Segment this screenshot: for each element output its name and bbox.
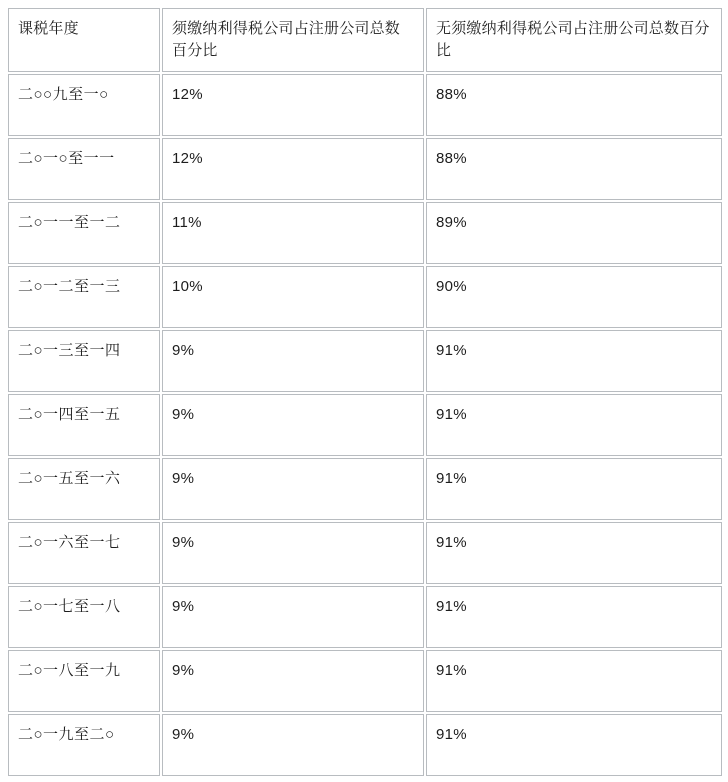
column-header-untaxed-percentage: 无须缴纳利得税公司占注册公司总数百分比	[426, 8, 722, 72]
table-row	[8, 394, 722, 456]
column-header-taxed-percentage: 须缴纳利得税公司占注册公司总数百分比	[162, 8, 424, 72]
cell-untaxed-percentage: 91%	[426, 586, 722, 648]
table-row	[8, 586, 722, 648]
cell-year: 二○一八至一九	[8, 650, 160, 712]
table-row	[8, 202, 722, 264]
cell-untaxed-percentage: 91%	[426, 330, 722, 392]
table-row	[8, 138, 722, 200]
table-row	[8, 522, 722, 584]
cell-year: 二○一一至一二	[8, 202, 160, 264]
cell-year: 二○一七至一八	[8, 586, 160, 648]
profits-tax-company-percentage-table	[6, 6, 724, 778]
cell-taxed-percentage: 11%	[162, 202, 424, 264]
table-header-row	[8, 8, 722, 72]
cell-taxed-percentage: 9%	[162, 522, 424, 584]
cell-taxed-percentage: 9%	[162, 458, 424, 520]
cell-year: 二○一○至一一	[8, 138, 160, 200]
cell-untaxed-percentage: 88%	[426, 138, 722, 200]
cell-year: 二○一九至二○	[8, 714, 160, 776]
cell-year: 二○一三至一四	[8, 330, 160, 392]
cell-taxed-percentage: 9%	[162, 330, 424, 392]
cell-taxed-percentage: 9%	[162, 650, 424, 712]
cell-untaxed-percentage: 91%	[426, 714, 722, 776]
cell-taxed-percentage: 12%	[162, 74, 424, 136]
cell-untaxed-percentage: 91%	[426, 394, 722, 456]
cell-untaxed-percentage: 91%	[426, 458, 722, 520]
cell-untaxed-percentage: 91%	[426, 522, 722, 584]
cell-taxed-percentage: 9%	[162, 586, 424, 648]
cell-untaxed-percentage: 90%	[426, 266, 722, 328]
cell-year: 二○一二至一三	[8, 266, 160, 328]
cell-year: 二○一六至一七	[8, 522, 160, 584]
cell-untaxed-percentage: 88%	[426, 74, 722, 136]
cell-year: 二○一五至一六	[8, 458, 160, 520]
table-row	[8, 458, 722, 520]
cell-taxed-percentage: 10%	[162, 266, 424, 328]
cell-taxed-percentage: 12%	[162, 138, 424, 200]
table-row	[8, 650, 722, 712]
cell-untaxed-percentage: 91%	[426, 650, 722, 712]
cell-taxed-percentage: 9%	[162, 714, 424, 776]
cell-year: 二○○九至一○	[8, 74, 160, 136]
column-header-year: 课税年度	[8, 8, 160, 72]
cell-taxed-percentage: 9%	[162, 394, 424, 456]
table-row	[8, 266, 722, 328]
table-row	[8, 74, 722, 136]
table-row	[8, 714, 722, 776]
cell-year: 二○一四至一五	[8, 394, 160, 456]
table-row	[8, 330, 722, 392]
cell-untaxed-percentage: 89%	[426, 202, 722, 264]
